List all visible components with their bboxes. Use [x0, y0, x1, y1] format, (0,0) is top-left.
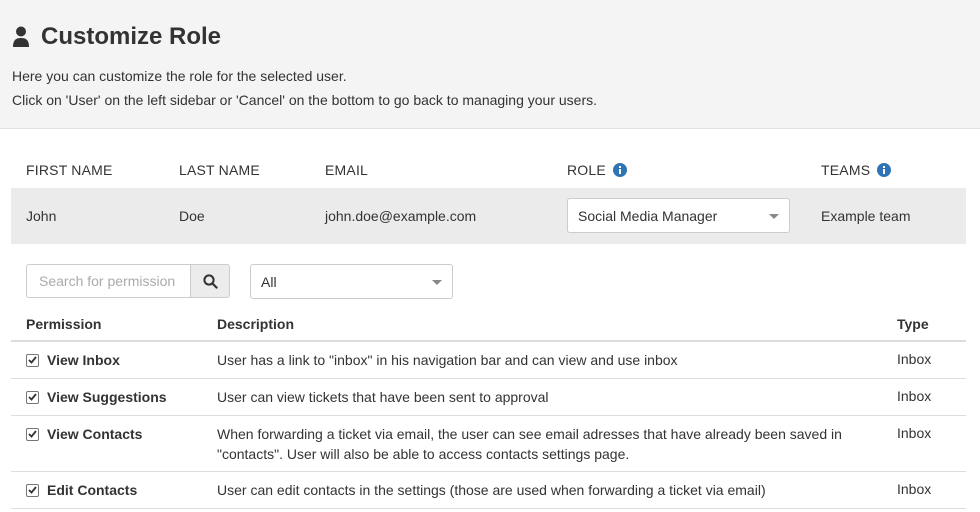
col-last-name: LAST NAME — [179, 162, 260, 178]
title-row — [12, 22, 221, 52]
permission-label: View Contacts — [47, 426, 143, 442]
permission-name — [26, 352, 120, 368]
category-select[interactable] — [250, 264, 453, 299]
col-role — [567, 162, 627, 178]
permissions-table — [11, 305, 966, 509]
page-header — [0, 0, 980, 129]
col-type: Type — [897, 316, 929, 332]
permission-type: Inbox — [897, 425, 932, 441]
checkbox-checked-icon[interactable] — [26, 391, 39, 404]
caret-down-icon — [769, 214, 779, 219]
permission-type: Inbox — [897, 388, 932, 404]
permission-description: When forwarding a ticket via email, the user can see email adresses that have already been saved in "contacts". User will also be able to access contacts settings page. — [217, 426, 842, 462]
permission-type: Inbox — [897, 481, 932, 497]
permission-name — [26, 426, 142, 442]
table-row — [11, 379, 966, 416]
permission-name — [26, 482, 137, 498]
search-input[interactable] — [26, 264, 190, 298]
table-row — [11, 342, 966, 379]
caret-down-icon — [432, 280, 442, 285]
col-email: EMAIL — [325, 162, 369, 178]
permission-search — [26, 264, 230, 298]
intro-line-2: Click on 'User' on the left sidebar or 'Cancel' on the bottom to go back to managing your users. — [12, 92, 597, 108]
search-button[interactable] — [190, 264, 230, 298]
table-row — [11, 416, 966, 472]
user-table — [11, 152, 966, 244]
checkbox-checked-icon[interactable] — [26, 484, 39, 497]
user-last-name: Doe — [179, 208, 205, 224]
permission-description: User can edit contacts in the settings (those are used when forwarding a ticket via email) — [217, 482, 766, 498]
col-teams-label: TEAMS — [821, 162, 871, 178]
user-row — [11, 188, 966, 244]
category-select-value: All — [261, 273, 277, 290]
permission-description: User can view tickets that have been sent to approval — [217, 389, 549, 405]
permission-label: Edit Contacts — [47, 482, 138, 498]
role-select-value: Social Media Manager — [578, 207, 718, 224]
table-row — [11, 472, 966, 509]
checkbox-checked-icon[interactable] — [26, 428, 39, 441]
col-description: Description — [217, 316, 295, 332]
role-select[interactable] — [567, 198, 790, 233]
col-first-name: FIRST NAME — [26, 162, 113, 178]
user-teams: Example team — [821, 208, 911, 224]
checkbox-checked-icon[interactable] — [26, 354, 39, 367]
permission-name — [26, 389, 167, 405]
role-info-icon[interactable] — [613, 163, 627, 177]
col-permission: Permission — [26, 316, 102, 332]
user-first-name: John — [26, 208, 57, 224]
intro-line-1: Here you can customize the role for the selected user. — [12, 68, 347, 84]
user-icon — [12, 26, 30, 48]
user-email: john.doe@example.com — [325, 208, 477, 224]
permission-label: View Suggestions — [47, 389, 167, 405]
search-icon — [203, 274, 218, 289]
permission-description: User has a link to "inbox" in his navigation bar and can view and use inbox — [217, 352, 678, 368]
page-title: Customize Role — [41, 23, 222, 50]
permission-type: Inbox — [897, 351, 932, 367]
intro-text — [12, 64, 597, 112]
user-table-header — [11, 152, 966, 188]
col-role-label: ROLE — [567, 162, 606, 178]
teams-info-icon[interactable] — [877, 163, 891, 177]
permission-label: View Inbox — [47, 352, 120, 368]
col-teams — [821, 162, 891, 178]
permissions-table-header — [11, 305, 966, 342]
